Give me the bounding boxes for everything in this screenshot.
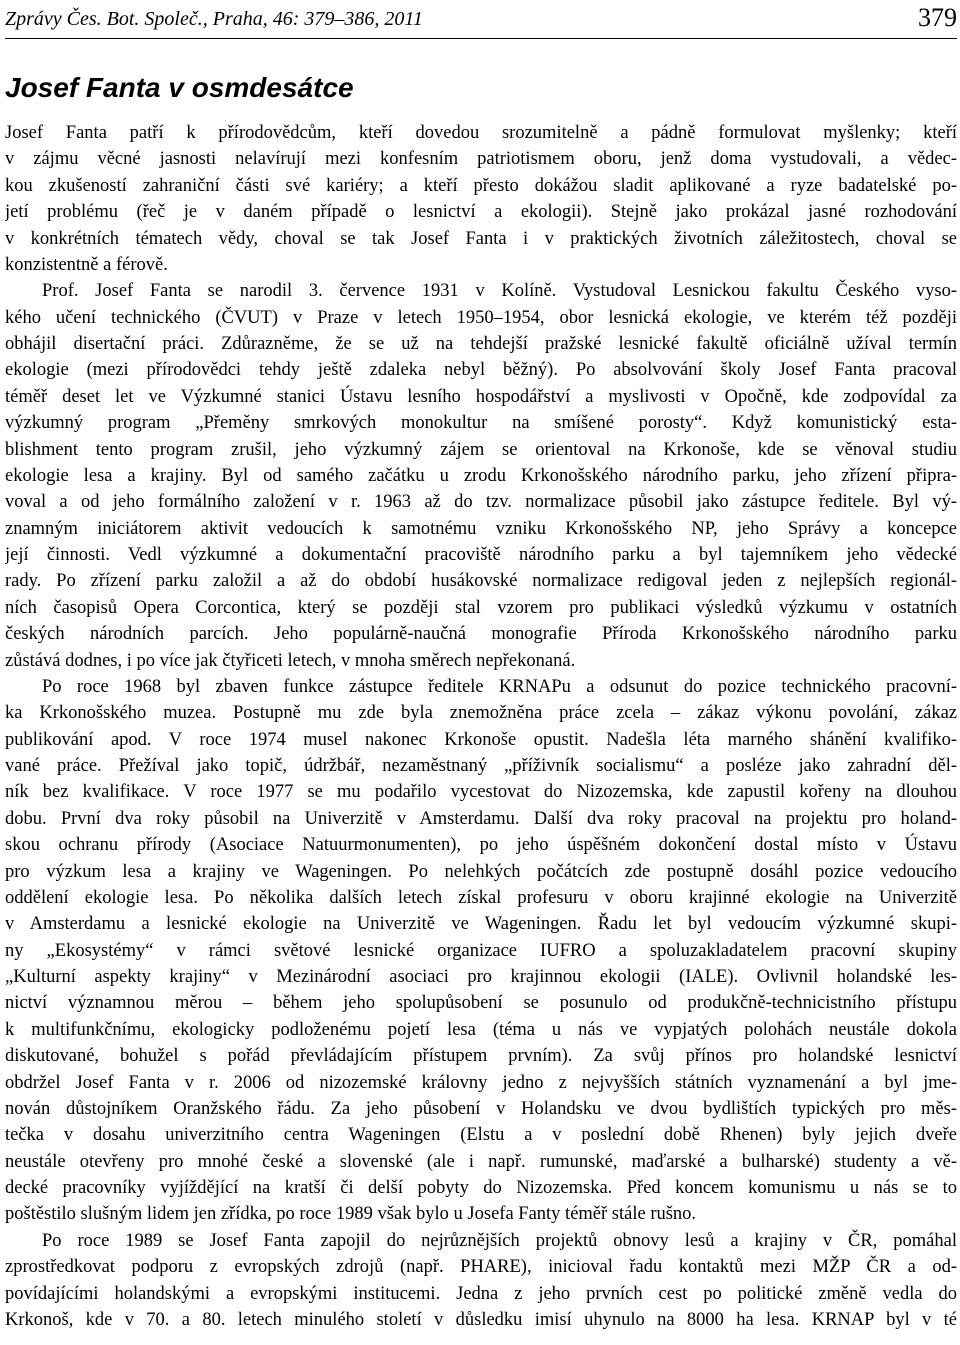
text-line: neustále otevřeny pro mnohé české a slovenské (ale i např. rumunské, maďarské a bulharské) studenty a vě- [5, 1151, 957, 1172]
text-line: výzkumný program „Přeměny smrkových monokultur na smíšené porosty“. Když komunistický esta- [5, 413, 957, 434]
text-line: povídajícími holandskými a evropskými institucemi. Jedna z jeho prvních cest po politické změně vedla do [5, 1283, 957, 1304]
text-line: zprostředkovat podporu z evropských zdrojů (např. PHARE), inicioval řadu kontaktů mezi MŽP ČR a od- [5, 1257, 957, 1278]
text-line: diskutované, bohužel s pořád převládajícím přístupem prvním). Za svůj přínos pro holandské lesnictví [5, 1046, 957, 1067]
text-line: v Amsterdamu a lesnické ekologie na Univerzitě ve Wageningen. Řadu let byl vedoucím výzkumné skupi- [5, 914, 957, 935]
text-line: dobu. První dva roky působil na Univerzitě v Amsterdamu. Další dva roky pracoval na projektu pro holand- [5, 808, 957, 829]
text-line: vané práce. Přežíval jako topič, údržbář, nezaměstnaný „příživník socialismu“ a posléze jako zahradní děl- [5, 756, 957, 776]
text-line: pro výzkum lesa a krajiny ve Wageningen. Po nelehkých počátcích zde postupně dosáhl pozice vedoucího [5, 861, 957, 882]
text-line: ekologie (mezi přírodovědci tehdy ještě zdaleka nebyl běžný). Po absolvování školy Josef Fanta pracoval [5, 360, 957, 381]
running-header [5, 4, 957, 39]
text-line: Josef Fanta patří k přírodovědcům, kteří dovedou srozumitelně a pádně formulovat myšlenky; kteří [5, 123, 957, 143]
text-line: Prof. Josef Fanta se narodil 3. července 1931 v Kolíně. Vystudoval Lesnickou fakultu Českého vyso- [42, 281, 957, 302]
text-line: ny „Ekosystémy“ v rámci světové lesnické organizace IUFRO a spoluzakladatelem pracovní skupiny [5, 940, 957, 961]
text-line: téměř deset let ve Výzkumné stanici Ústavu lesního hospodářství a myslivosti v Opočně, kde zodpovídal za [5, 386, 957, 407]
page-number: 379 [918, 3, 957, 32]
text-line: tečka v dosahu univerzitního centra Wageningen (Elstu a v poslední době Rhenen) byly jejich dveře [5, 1125, 957, 1146]
text-line: jetí problému (řeč je v daném případě o lesnictví a ekologii). Stejně jako prokázal jasné rozhodování [5, 202, 957, 223]
text-line: publikování apod. V roce 1974 musel nakonec Krkonoše opustit. Nadešla léta marného shánění kvalifiko- [5, 729, 957, 750]
text-line: ka Krkonošského muzea. Postupně mu zde byla znemožněna práce zcela – zákaz výkonu povolání, zákaz [5, 703, 957, 724]
text-line: Po roce 1968 byl zbaven funkce zástupce ředitele KRNAPu a odsunut do pozice technického pracovní- [42, 676, 957, 697]
text-line: k multifunkčnímu, ekologicky podloženému pojetí lesa (téma u nás ve vypjatých polohách neustále dokola [5, 1019, 957, 1040]
journal-citation: Zprávy Čes. Bot. Společ., Praha, 46: 379–386, 2011 [5, 8, 423, 30]
text-line: obdržel Josef Fanta v r. 2006 od nizozemské královny jedno z nejvyšších státních vyznamenání a byl jme- [5, 1072, 957, 1093]
text-line: ekologie lesa a krajiny. Byl od samého začátku u zrodu Krkonošského národního parku, jeho zřízení připra- [5, 465, 957, 486]
text-line: voval a od jeho formálního založení v r. 1963 až do tzv. normalizace působil jako zástupce ředitele. Byl vý- [5, 492, 957, 513]
text-line: její činnosti. Vedl výzkumné a dokumentační pracoviště národního parku a byl tajemníkem jeho vědecké [5, 545, 957, 565]
text-line: kou zkušeností zahraniční části své kariéry; a kteří přesto dokážou sladit aplikované a ryze badatelské po- [5, 175, 957, 196]
text-line: blishment tento program zrušil, jeho výzkumný zájem se orientoval na Krkonoše, kde se věnoval studiu [5, 439, 957, 460]
text-line: v konkrétních tématech vědy, choval se tak Josef Fanta i v praktických životních záležitostech, choval se [5, 228, 957, 249]
text-line: rady. Po zřízení parku založil a až do období husákovské normalizace redigoval jeden z nejlepších regionál- [5, 571, 957, 592]
article-title: Josef Fanta v osmdesátce [5, 72, 354, 103]
text-line: konzistentně a férově. [5, 254, 168, 275]
text-line: Po roce 1989 se Josef Fanta zapojil do nejrůznějších projektů obnovy lesů a krajiny v ČR, pomáhal [42, 1230, 957, 1251]
text-line: českých národních parcích. Jeho populárně-naučná monografie Příroda Krkonošského národního parku [5, 624, 957, 645]
text-line: kého učení technického (ČVUT) v Praze v letech 1950–1954, obor lesnická ekologie, ve kterém též později [5, 307, 957, 328]
text-line: nován důstojníkem Oranžského řádu. Za jeho působení v Holandsku ve dvou bydlištích typických pro měs- [5, 1098, 957, 1119]
text-line: ník bez kvalifikace. V roce 1977 se mu podařilo vycestovat do Nizozemska, kde zapustil kořeny na dlouhou [5, 782, 957, 803]
article-body [5, 120, 957, 1333]
text-line: poštěstilo slušným lidem jen zřídka, po roce 1989 však bylo u Josefa Fanty téměř stále rušno. [5, 1204, 697, 1225]
text-line: „Kulturní aspekty krajiny“ v Mezinárodní asociaci pro krajinnou ekologii (IALE). Ovlivnil holandské les- [5, 967, 957, 987]
text-line: obhájil disertační práci. Zdůrazněme, že se už na tehdejší pražské lesnické fakultě oficiálně užíval termín [5, 334, 957, 354]
text-line: zůstává dodnes, i po více jak čtyřiceti letech, v mnoha směrech nepřekonaná. [5, 650, 576, 671]
text-line: oddělení ekologie lesa. Po několika dalších letech získal profesuru v oboru krajinné ekologie na Univerzitě [5, 887, 957, 908]
text-line: v zájmu věcné jasnosti nelavírují mezi konfesním patriotismem oboru, jenž doma vystudovali, a vědec- [5, 149, 957, 170]
text-line: skou ochranu přírody (Asociace Natuurmonumenten), po jeho úspěšném dokončení dostal místo v Ústavu [5, 835, 957, 856]
text-line: nictví významnou měrou – během jeho spolupůsobení se posunulo od produkčně-technicistního přístupu [5, 993, 957, 1014]
text-line: decké pracovníky vyjíždějící na kratší či delší pobyty do Nizozemska. Před koncem komunismu u nás se to [5, 1178, 957, 1198]
text-line: Krkonoš, kde v 70. a 80. letech minulého století v důsledku imisí uhynulo na 8000 ha lesa. KRNAP byl v té [5, 1309, 957, 1330]
text-line: ních časopisů Opera Corcontica, který se později stal vzorem pro publikaci výsledků výzkumu v ostatních [5, 597, 957, 618]
text-line: znamným iniciátorem aktivit vedoucích k samotnému vzniku Krkonošského NP, jeho Správy a koncepce [5, 518, 957, 539]
